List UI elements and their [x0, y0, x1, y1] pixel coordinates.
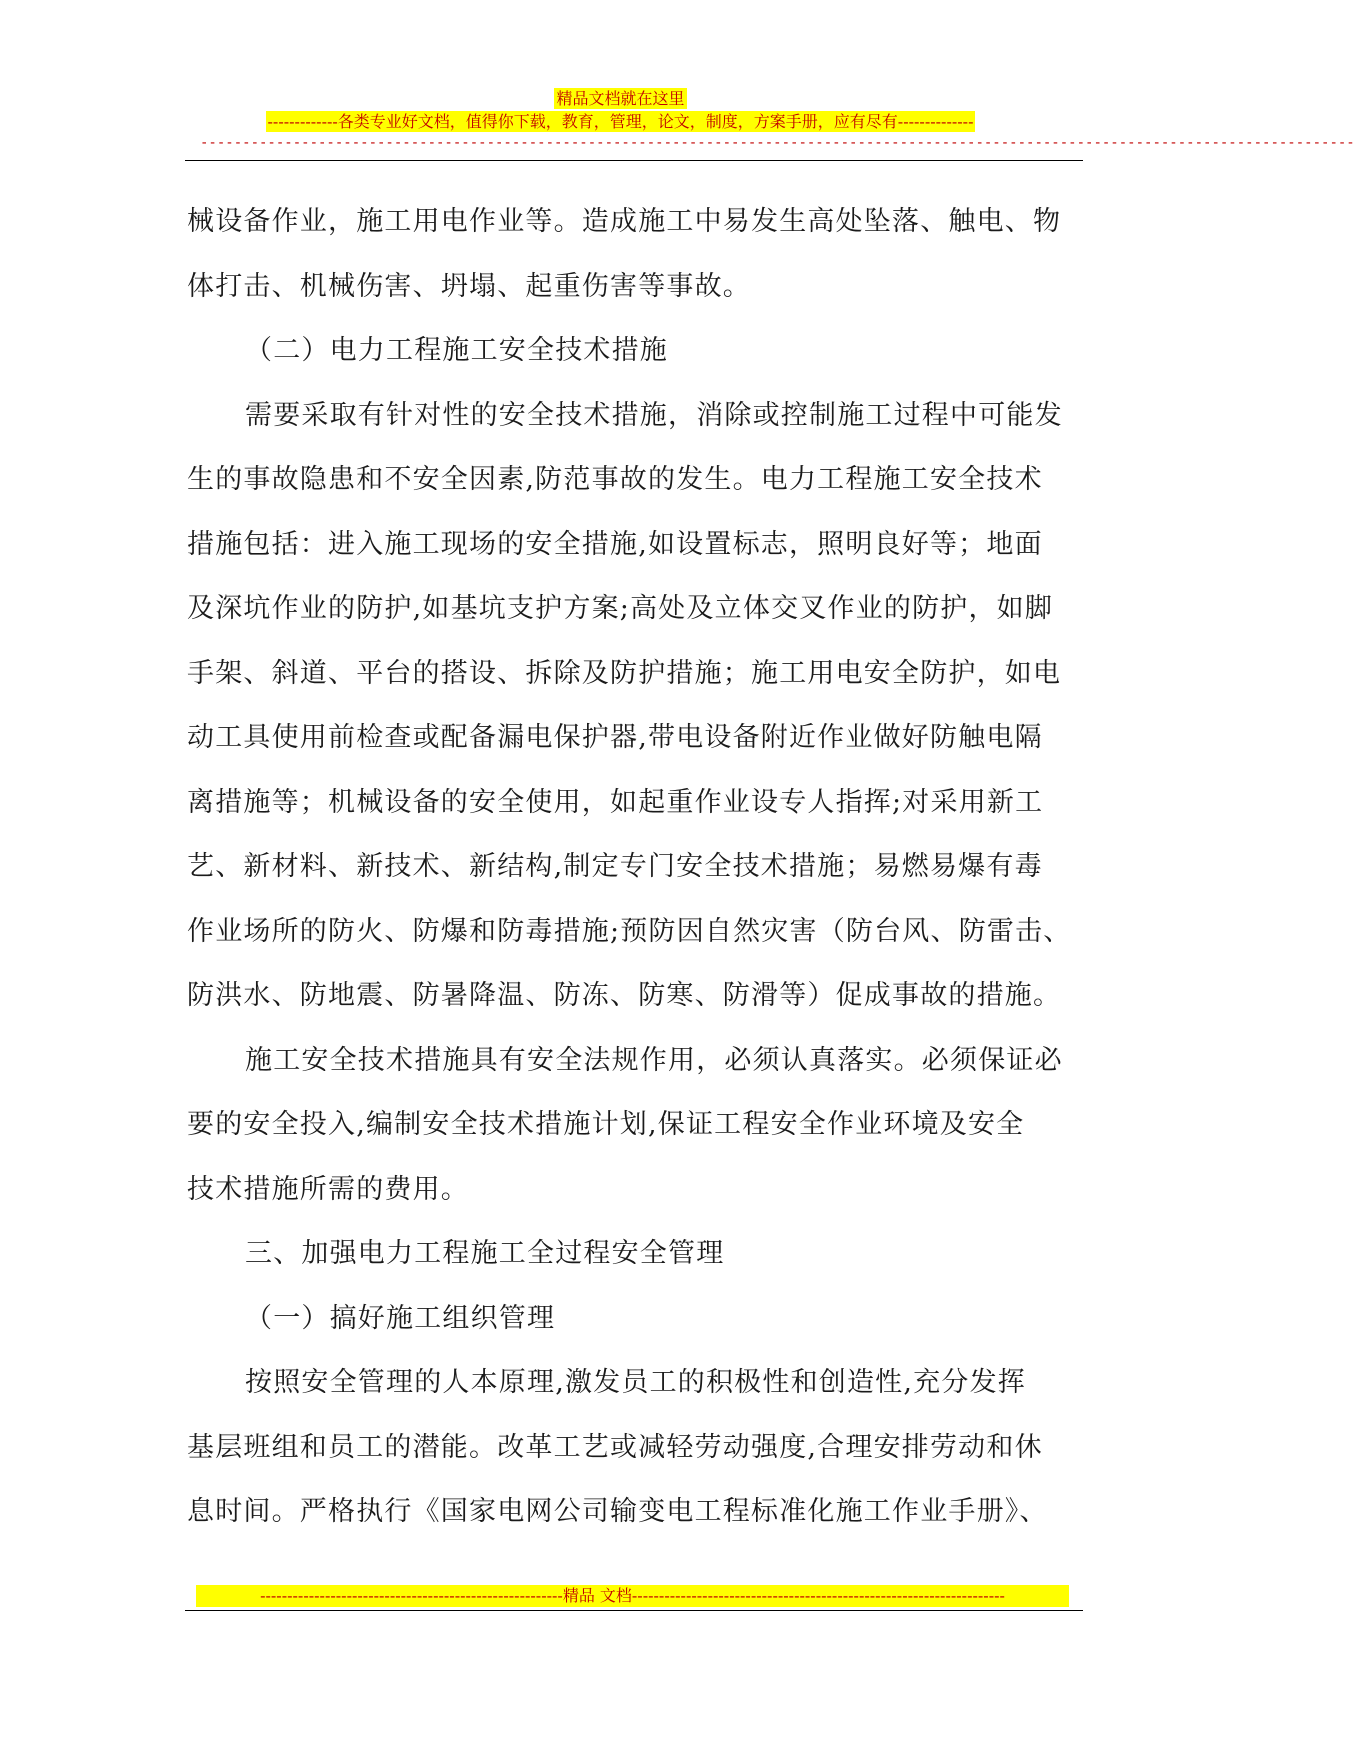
text-line: 基层班组和员工的潜能。改革工艺或减轻劳动强度,合理安排劳动和休 [187, 1431, 1043, 1463]
text-line: 动工具使用前检查或配备漏电保护器,带电设备附近作业做好防触电隔 [187, 722, 1043, 753]
text-line: 械设备作业，施工用电作业等。造成施工中易发生高处坠落、触电、物 [187, 206, 1062, 237]
text-line: 及深坑作业的防护,如基坑支护方案;高处及立体交叉作业的防护，如脚 [187, 593, 1054, 624]
text-line: 技术措施所需的费用。 [187, 1173, 469, 1205]
footer-rule [185, 1610, 1083, 1611]
text-line: 艺、新材料、新技术、新结构,制定专门安全技术措施；易燃易爆有毒 [187, 851, 1043, 882]
header-subtitle-row [0, 111, 1241, 132]
header-rule [185, 160, 1083, 161]
section-heading: 三、加强电力工程施工全过程安全管理 [245, 1238, 725, 1269]
text-line: 离措施等；机械设备的安全使用，如起重作业设专人指挥;对采用新工 [187, 786, 1044, 818]
text-line: 生的事故隐患和不安全因素,防范事故的发生。电力工程施工安全技术 [187, 464, 1043, 495]
text-line: 措施包括：进入施工现场的安全措施,如设置标志，照明良好等；地面 [187, 528, 1043, 560]
text-line: 需要采取有针对性的安全技术措施，消除或控制施工过程中可能发 [245, 399, 1063, 431]
document-body [187, 190, 1082, 1545]
subsection-heading: （一）搞好施工组织管理 [245, 1302, 556, 1334]
text-line: 防洪水、防地震、防暑降温、防冻、防寒、防滑等）促成事故的措施。 [187, 980, 1062, 1011]
header-subtitle: -------------各类专业好文档，值得你下载，教育，管理，论文，制度，方案手册，应有尽有-------------- [267, 112, 974, 131]
footer-banner: --------------------------------------------------------精品 文档--------------------------------------------------------------------- [196, 1585, 1069, 1607]
section-heading: （二）电力工程施工安全技术措施 [245, 335, 668, 366]
text-line: 体打击、机械伤害、坍塌、起重伤害等事故。 [187, 270, 751, 302]
header-title: 精品文档就在这里 [556, 89, 685, 108]
header-dash-line: ----------------------------------------------------------------------------------------------------------------------------------------- [200, 135, 1355, 151]
header-title-row [0, 88, 1241, 109]
text-line: 施工安全技术措施具有安全法规作用，必须认真落实。必须保证必 [245, 1044, 1063, 1076]
text-line: 手架、斜道、平台的搭设、拆除及防护措施；施工用电安全防护，如电 [187, 657, 1062, 689]
text-line: 要的安全投入,编制安全技术措施计划,保证工程安全作业环境及安全 [187, 1109, 1025, 1140]
text-line: 息时间。严格执行《国家电网公司输变电工程标准化施工作业手册》、 [187, 1496, 1048, 1527]
text-line: 按照安全管理的人本原理,激发员工的积极性和创造性,充分发挥 [245, 1367, 1026, 1398]
text-line: 作业场所的防火、防爆和防毒措施;预防因自然灾害（防台风、防雷击、 [187, 915, 1072, 947]
